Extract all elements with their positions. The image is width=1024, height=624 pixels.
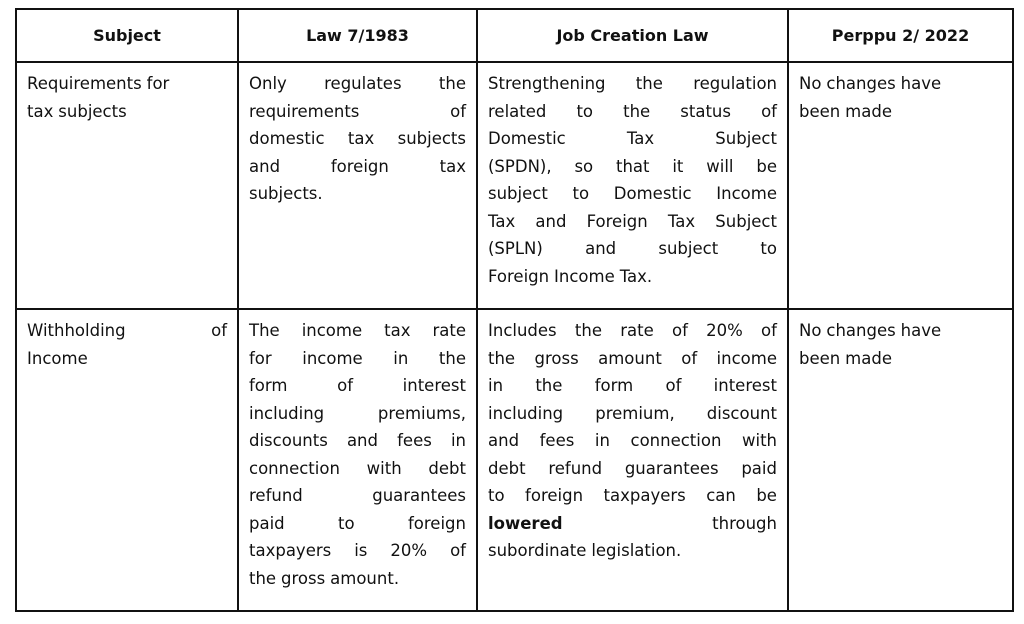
word: foreign <box>407 513 466 533</box>
word: of <box>337 376 354 395</box>
word: amount <box>598 348 662 368</box>
word: for <box>146 74 170 93</box>
word: Requirements <box>27 74 142 93</box>
word: refund <box>249 486 303 505</box>
cell-text-line <box>488 263 777 291</box>
cell-text-line <box>249 345 466 373</box>
word: have <box>900 321 942 340</box>
word: the <box>623 101 651 121</box>
word: in <box>488 376 504 395</box>
word: in <box>393 348 409 368</box>
word: tax <box>27 101 54 121</box>
word: been <box>799 348 841 368</box>
word: be <box>756 486 777 505</box>
word: and <box>585 239 617 258</box>
cell-law-7-1983 <box>238 62 477 309</box>
word: including <box>249 403 325 423</box>
cell-text-line <box>27 70 227 98</box>
word: related <box>488 101 547 121</box>
header-subject: Subject <box>16 9 238 62</box>
word: to <box>572 184 590 203</box>
word: Tax <box>626 129 655 148</box>
word: the <box>438 74 466 93</box>
cell-text-line <box>488 70 777 98</box>
word: Income <box>554 266 615 286</box>
word: to <box>576 101 594 121</box>
word: form <box>594 376 634 395</box>
word: Domestic <box>613 184 692 203</box>
header-law-7-1983: Law 7/1983 <box>238 9 477 62</box>
word: taxpayers <box>603 486 686 505</box>
word: changes <box>826 321 896 340</box>
cell-text-line <box>27 345 227 373</box>
word: the <box>574 321 602 340</box>
word: amount. <box>330 568 400 588</box>
word: rate <box>432 321 466 340</box>
word: Strengthening <box>488 74 606 93</box>
word: regulation <box>693 74 777 93</box>
word: guarantees <box>372 486 466 505</box>
word: including <box>488 403 564 423</box>
word: lowered <box>488 513 563 533</box>
cell-text-line <box>249 510 466 538</box>
cell-text-line <box>488 345 777 373</box>
comparison-table <box>15 8 1014 612</box>
word: regulates <box>324 74 402 93</box>
word: for <box>249 348 272 368</box>
word: subjects <box>58 101 127 121</box>
word: of <box>450 541 466 560</box>
word: and <box>346 431 378 450</box>
cell-text-line <box>488 317 777 345</box>
word: 20% <box>706 321 743 340</box>
word: domestic <box>249 129 325 148</box>
word: gross <box>534 348 579 368</box>
word: discounts <box>249 431 328 450</box>
cell-text-line <box>249 372 466 400</box>
word: connection <box>249 458 340 478</box>
word: Foreign <box>586 211 648 231</box>
word: the <box>535 376 563 395</box>
word: Withholding <box>27 321 126 340</box>
cell-perppu-2-2022 <box>788 309 1013 611</box>
word: been <box>799 101 841 121</box>
word: Only <box>249 74 287 93</box>
word: interest <box>713 376 777 395</box>
cell-subject <box>16 309 238 611</box>
word: that <box>615 156 650 176</box>
word: of <box>761 321 777 340</box>
word: income <box>716 348 777 368</box>
word: subject <box>658 239 719 258</box>
word: made <box>845 101 892 121</box>
cell-text-line <box>249 455 466 483</box>
cell-text-line <box>488 537 777 565</box>
word: will <box>706 156 734 176</box>
word: discount <box>706 403 777 423</box>
word: tax <box>384 321 411 340</box>
cell-text-line <box>799 345 1002 373</box>
cell-text-line <box>488 98 777 126</box>
cell-text-line <box>799 317 1002 345</box>
cell-text-line <box>488 427 777 455</box>
word: of <box>761 101 777 121</box>
word: Subject <box>715 211 777 231</box>
word: of <box>671 321 688 340</box>
word: in <box>450 431 466 450</box>
word: to <box>338 513 355 533</box>
cell-text-line <box>249 565 466 593</box>
word: requirements <box>249 101 360 121</box>
cell-text-line <box>799 70 1002 98</box>
cell-job-creation-law <box>477 309 788 611</box>
word: made <box>845 348 892 368</box>
word: guarantees <box>624 458 719 478</box>
word: paid <box>741 458 777 478</box>
word: Tax <box>488 211 516 231</box>
cell-text-line <box>488 235 777 263</box>
word: connection <box>630 431 722 450</box>
word: in <box>594 431 610 450</box>
word: with <box>741 431 777 450</box>
table-header-row <box>16 9 1013 62</box>
word: have <box>900 74 942 93</box>
word: with <box>366 458 402 478</box>
word: Income <box>27 348 88 368</box>
word: is <box>354 541 368 560</box>
word: to <box>488 486 505 505</box>
word: Tax. <box>619 266 653 286</box>
word: No <box>799 321 822 340</box>
cell-perppu-2-2022 <box>788 62 1013 309</box>
word: income <box>302 348 363 368</box>
cell-text-line <box>488 455 777 483</box>
word: subject <box>488 184 548 203</box>
header-job-creation-law: Job Creation Law <box>477 9 788 62</box>
word: it <box>672 156 684 176</box>
cell-text-line <box>249 317 466 345</box>
word: Subject <box>715 129 777 148</box>
table-row <box>16 62 1013 309</box>
word: legislation. <box>591 541 682 560</box>
word: and <box>488 431 520 450</box>
word: to <box>760 239 777 258</box>
word: the <box>635 74 663 93</box>
word: be <box>756 156 777 176</box>
word: status <box>680 101 731 121</box>
cell-text-line <box>488 153 777 181</box>
word: of <box>665 376 682 395</box>
cell-text-line <box>27 98 227 126</box>
cell-text-line <box>249 125 466 153</box>
word: can <box>706 486 736 505</box>
word: debt <box>428 458 466 478</box>
cell-text-line <box>488 125 777 153</box>
word: interest <box>402 376 466 395</box>
word: 20% <box>390 541 428 560</box>
word: gross <box>281 568 326 588</box>
cell-text-line <box>27 317 227 345</box>
word: and <box>249 156 281 176</box>
word: subjects <box>397 129 466 148</box>
word: so <box>574 156 594 176</box>
word: fees <box>539 431 575 450</box>
cell-text-line <box>249 400 466 428</box>
word: No <box>799 74 822 93</box>
word: the <box>438 348 466 368</box>
cell-text-line <box>488 400 777 428</box>
word: Domestic <box>488 129 566 148</box>
word: paid <box>249 513 285 533</box>
cell-job-creation-law <box>477 62 788 309</box>
cell-text-line <box>488 510 777 538</box>
word: foreign <box>525 486 584 505</box>
word: changes <box>826 74 896 93</box>
word: Tax <box>667 211 696 231</box>
word: refund <box>548 458 603 478</box>
word: The <box>249 321 280 340</box>
word: Income <box>716 184 777 203</box>
word: income <box>301 321 363 340</box>
cell-text-line <box>249 180 466 208</box>
cell-text-line <box>249 537 466 565</box>
word: premiums, <box>377 403 466 423</box>
cell-text-line <box>249 70 466 98</box>
word: premium, <box>595 403 675 423</box>
word: the <box>488 348 516 368</box>
word: subjects. <box>249 184 323 203</box>
word: (SPDN), <box>488 156 552 176</box>
cell-text-line <box>249 153 466 181</box>
table-row <box>16 309 1013 611</box>
word: fees <box>397 431 432 450</box>
word: Includes <box>488 321 557 340</box>
word: rate <box>620 321 654 340</box>
word: subordinate <box>488 541 587 560</box>
word: taxpayers <box>249 541 332 560</box>
word: of <box>211 321 227 340</box>
cell-text-line <box>488 372 777 400</box>
word: of <box>450 101 466 121</box>
word: tax <box>439 156 466 176</box>
cell-text-line <box>488 208 777 236</box>
word: Foreign <box>488 266 550 286</box>
word: and <box>535 211 567 231</box>
word: of <box>681 348 698 368</box>
word: (SPLN) <box>488 239 543 258</box>
cell-text-line <box>249 427 466 455</box>
cell-law-7-1983 <box>238 309 477 611</box>
word: foreign <box>330 156 389 176</box>
cell-subject <box>16 62 238 309</box>
cell-text-line <box>488 180 777 208</box>
cell-text-line <box>799 98 1002 126</box>
cell-text-line <box>249 98 466 126</box>
word: debt <box>488 458 526 478</box>
word: through <box>712 513 777 533</box>
cell-text-line <box>488 482 777 510</box>
header-perppu-2-2022: Perppu 2/ 2022 <box>788 9 1013 62</box>
word: tax <box>347 129 375 148</box>
word: the <box>249 568 277 588</box>
word: form <box>249 376 288 395</box>
cell-text-line <box>249 482 466 510</box>
